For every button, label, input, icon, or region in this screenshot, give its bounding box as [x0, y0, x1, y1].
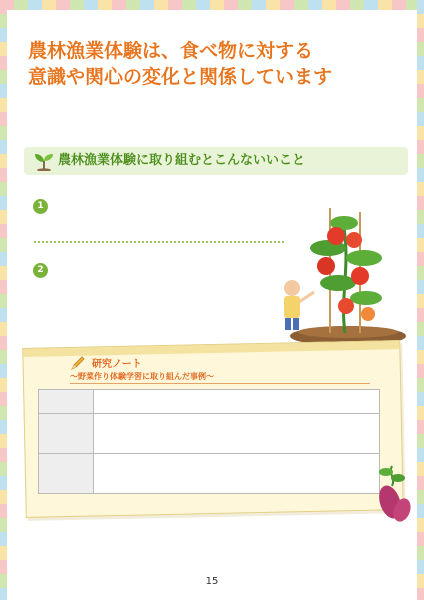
decorative-stripe-right: [417, 0, 424, 600]
point-divider: [34, 241, 284, 243]
decorative-stripe-left: [0, 0, 7, 600]
subsection-title: 農林漁業体験に取り組むとこんないいこと: [58, 153, 306, 168]
notebook-rule: [70, 383, 370, 384]
point-2-badge: 2: [33, 263, 48, 278]
row-1-answer: [94, 390, 380, 414]
row-2-answer: [94, 414, 380, 454]
research-table: [38, 389, 380, 494]
pencil-icon: [70, 355, 86, 371]
page-title-line-1: 農林漁業体験は、食べ物に対する: [28, 40, 314, 62]
row-3-question: [39, 454, 94, 494]
row-3-answer: [94, 454, 380, 494]
page-number: 15: [205, 576, 219, 587]
notebook-subtitle: ～野菜作り体験学習に取り組んだ事例～: [70, 372, 214, 381]
decorative-stripe-top: [0, 0, 424, 10]
notebook-title: 研究ノート: [92, 359, 142, 370]
tomato-plant-illustration: [268, 188, 408, 348]
row-2-question: [39, 414, 94, 454]
page-title: [28, 38, 398, 90]
page-title-line-2: 意識や関心の変化と関係しています: [28, 66, 333, 88]
table-row: [39, 390, 380, 414]
point-1-badge: 1: [33, 199, 48, 214]
row-1-question: [39, 390, 94, 414]
sprout-icon: [33, 151, 55, 171]
sweet-potato-illustration: [370, 462, 414, 524]
table-row: [39, 414, 380, 454]
table-row: [39, 454, 380, 494]
